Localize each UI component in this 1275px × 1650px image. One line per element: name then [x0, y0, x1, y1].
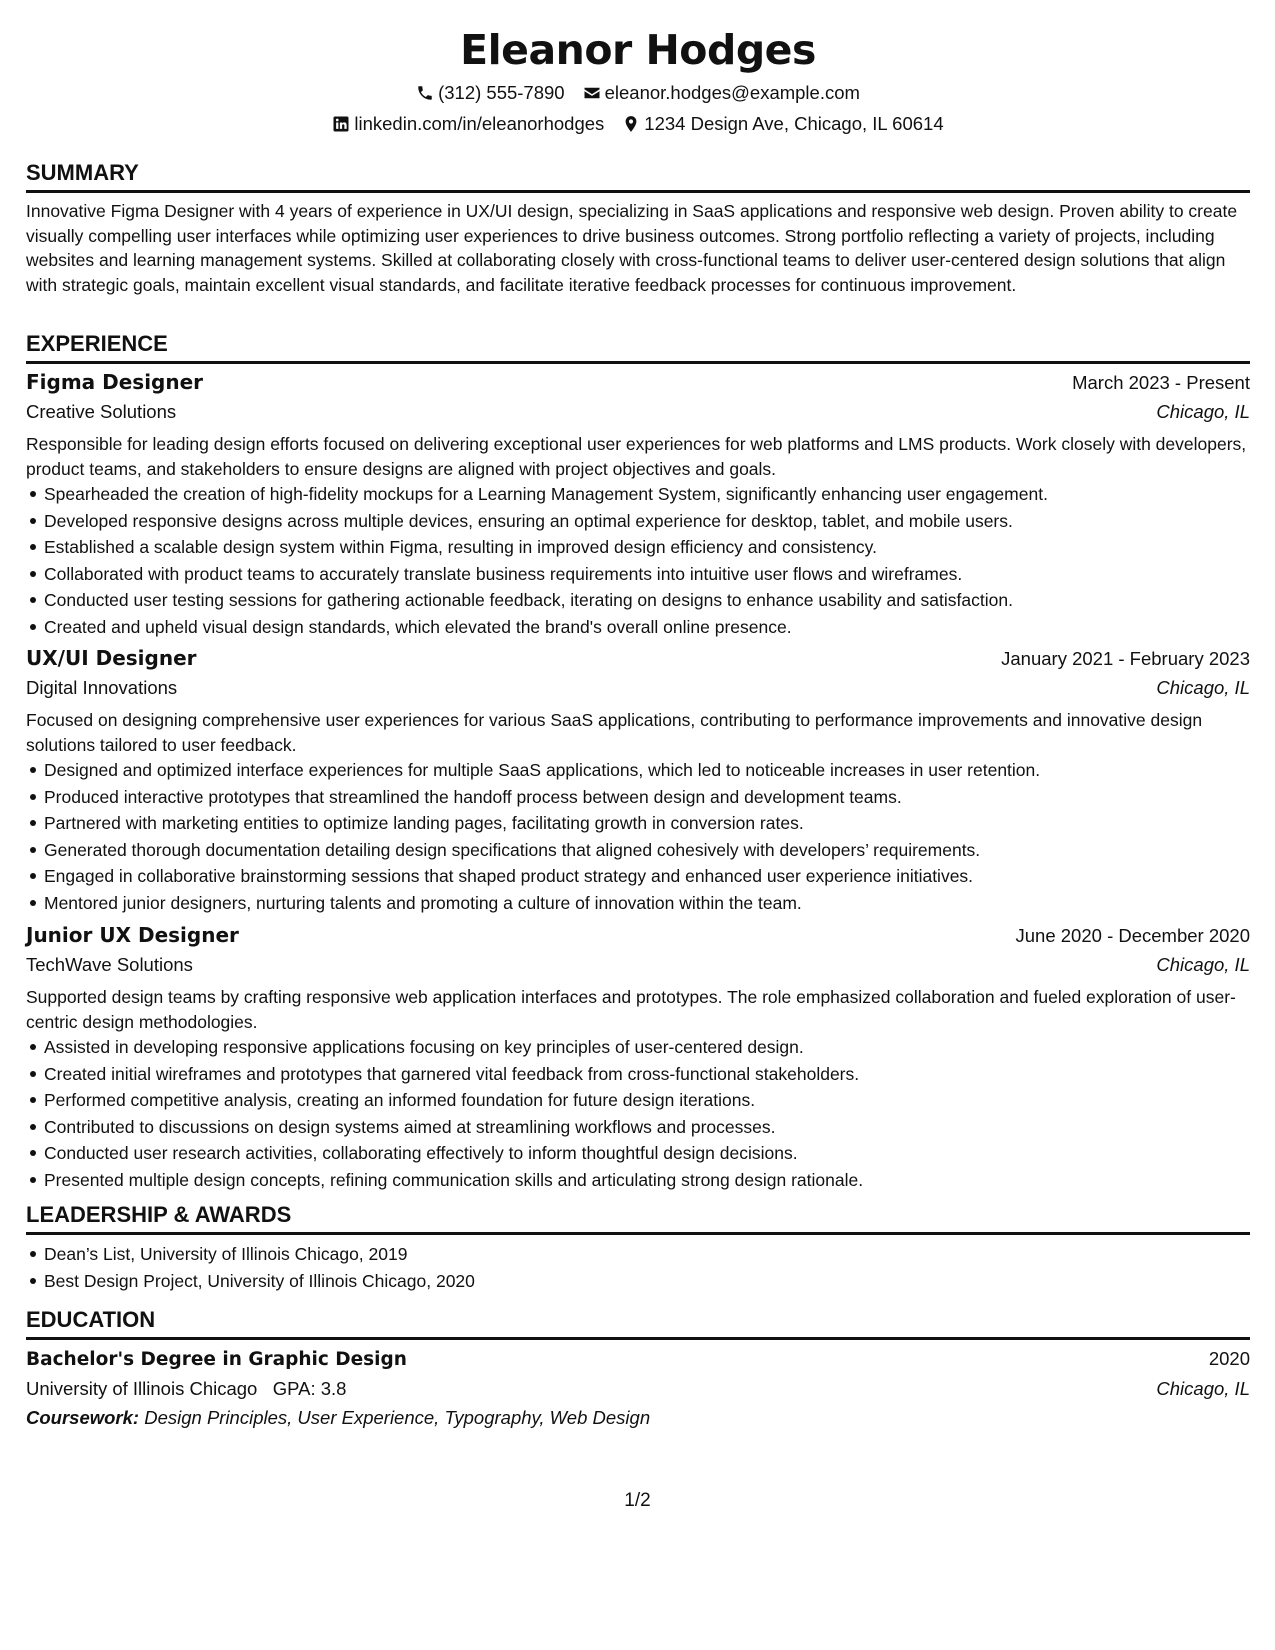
company-name: TechWave Solutions [26, 954, 193, 975]
coursework-text: Design Principles, User Experience, Typography, Web Design [144, 1407, 651, 1428]
list-item: Contributed to discussions on design systems aimed at streamlining workflows and processes. [44, 1114, 1250, 1141]
section-title: SUMMARY [26, 160, 139, 185]
contact-line-1 [26, 82, 1250, 104]
linkedin-icon [332, 115, 350, 133]
company-name: Creative Solutions [26, 401, 177, 422]
school-info [26, 1374, 346, 1404]
list-item: Developed responsive designs across multiple devices, ensuring an optimal experience for desktop, tablet, and mobile users. [44, 508, 1250, 535]
job-dates: June 2020 - December 2020 [1015, 925, 1250, 946]
section-divider [26, 1232, 1250, 1235]
job-title: Figma Designer [26, 370, 204, 394]
list-item: Created initial wireframes and prototypes that garnered vital feedback from cross-functional stakeholders. [44, 1061, 1250, 1088]
section-title: EXPERIENCE [26, 331, 168, 356]
phone-text: (312) 555-7890 [438, 82, 565, 103]
email-text[interactable]: eleanor.hodges@example.com [604, 82, 860, 103]
section-divider [26, 1337, 1250, 1340]
job-description: Focused on designing comprehensive user experiences for various SaaS applications, contributing to performance improvements and innovative design solutions tailored to user feedback. [26, 710, 1203, 755]
list-item: Mentored junior designers, nurturing talents and promoting a culture of innovation within the team. [44, 890, 1250, 917]
linkedin-text[interactable]: linkedin.com/in/eleanorhodges [354, 113, 605, 134]
list-item: Partnered with marketing entities to optimize landing pages, facilitating growth in conversion rates. [44, 810, 1250, 837]
coursework-line [26, 1404, 1250, 1432]
job-location: Chicago, IL [1156, 677, 1250, 698]
awards-list [26, 1241, 1250, 1294]
job-entry [26, 368, 1250, 640]
list-item: Engaged in collaborative brainstorming sessions that shaped product strategy and enhanced user experience initiatives. [44, 863, 1250, 890]
coursework-label: Coursework: [26, 1407, 140, 1428]
degree-name: Bachelor's Degree in Graphic Design [26, 1349, 407, 1370]
education-section [26, 1307, 1250, 1432]
envelope-icon [583, 84, 601, 102]
section-title: LEADERSHIP & AWARDS [26, 1202, 292, 1227]
job-description: Responsible for leading design efforts focused on delivering exceptional user experiences for web platforms and LMS products. Work closely with developers, product teams, and stakeholders to ensure designs are aligned with project objectives and goals. [26, 434, 1247, 479]
gpa-text: GPA: 3.8 [272, 1378, 347, 1399]
email-contact[interactable] [583, 82, 860, 104]
list-item: Dean’s List, University of Illinois Chicago, 2019 [44, 1241, 1250, 1268]
list-item: Best Design Project, University of Illinois Chicago, 2020 [44, 1268, 1250, 1295]
job-title: UX/UI Designer [26, 646, 197, 670]
section-title: EDUCATION [26, 1307, 156, 1332]
summary-text: Innovative Figma Designer with 4 years of experience in UX/UI design, specializing in SaaS applications and responsive web design. Proven ability to create visually compelling user interfaces while optimizing user experiences to drive business outcomes. Strong portfolio reflecting a variety of projects, including websites and learning management systems. Skilled at collaborating closely with cross-functional teams to deliver user-centered design solutions that align with strategic goals, maintain excellent visual standards, and facilitate iterative feedback processes for continuous improvement. [26, 201, 1238, 295]
list-item: Presented multiple design concepts, refining communication skills and articulating strong design rationale. [44, 1167, 1250, 1194]
job-bullets [26, 481, 1250, 640]
list-item: Created and upheld visual design standards, which elevated the brand's overall online presence. [44, 614, 1250, 641]
job-description: Supported design teams by crafting responsive web application interfaces and prototypes. The role emphasized collaboration and fueled exploration of user-centric design methodologies. [26, 987, 1236, 1032]
list-item: Collaborated with product teams to accurately translate business requirements into intuitive user flows and wireframes. [44, 561, 1250, 588]
job-entry [26, 921, 1250, 1193]
map-pin-icon [622, 115, 640, 133]
job-dates: March 2023 - Present [1072, 372, 1250, 393]
phone-icon [416, 84, 434, 102]
list-item: Generated thorough documentation detailing design specifications that aligned cohesively with developers’ requirements. [44, 837, 1250, 864]
job-location: Chicago, IL [1156, 954, 1250, 975]
experience-section [26, 331, 1250, 364]
job-title: Junior UX Designer [26, 923, 239, 947]
list-item: Conducted user testing sessions for gathering actionable feedback, iterating on designs to enhance usability and satisfaction. [44, 587, 1250, 614]
company-name: Digital Innovations [26, 677, 178, 698]
school-location: Chicago, IL [1156, 1378, 1250, 1399]
phone-contact [416, 82, 565, 104]
job-bullets [26, 1034, 1250, 1193]
list-item: Designed and optimized interface experiences for multiple SaaS applications, which led to noticeable increases in user retention. [44, 757, 1250, 784]
section-divider [26, 190, 1250, 193]
resume-page [26, 0, 1250, 1428]
address-text: 1234 Design Ave, Chicago, IL 60614 [644, 113, 944, 134]
job-dates: January 2021 - February 2023 [1001, 648, 1250, 669]
address-contact [622, 113, 943, 135]
candidate-name: Eleanor Hodges [460, 26, 816, 74]
list-item: Established a scalable design system within Figma, resulting in improved design efficiency and consistency. [44, 534, 1250, 561]
page-number: 1/2 [624, 1490, 651, 1511]
list-item: Assisted in developing responsive applications focusing on key principles of user-centered design. [44, 1034, 1250, 1061]
list-item: Spearheaded the creation of high-fidelity mockups for a Learning Management System, significantly enhancing user engagement. [44, 481, 1250, 508]
job-bullets [26, 757, 1250, 916]
list-item: Conducted user research activities, collaborating effectively to inform thoughtful design decisions. [44, 1140, 1250, 1167]
graduation-year: 2020 [1208, 1348, 1250, 1369]
summary-section [26, 160, 1250, 297]
list-item: Produced interactive prototypes that streamlined the handoff process between design and development teams. [44, 784, 1250, 811]
section-divider [26, 361, 1250, 364]
awards-section [26, 1202, 1250, 1294]
job-entry [26, 644, 1250, 916]
job-location: Chicago, IL [1156, 401, 1250, 422]
resume-header [26, 24, 1250, 135]
list-item: Performed competitive analysis, creating an informed foundation for future design iterations. [44, 1087, 1250, 1114]
contact-line-2 [26, 113, 1250, 135]
linkedin-contact[interactable] [332, 113, 604, 135]
school-name: University of Illinois Chicago [26, 1378, 258, 1399]
